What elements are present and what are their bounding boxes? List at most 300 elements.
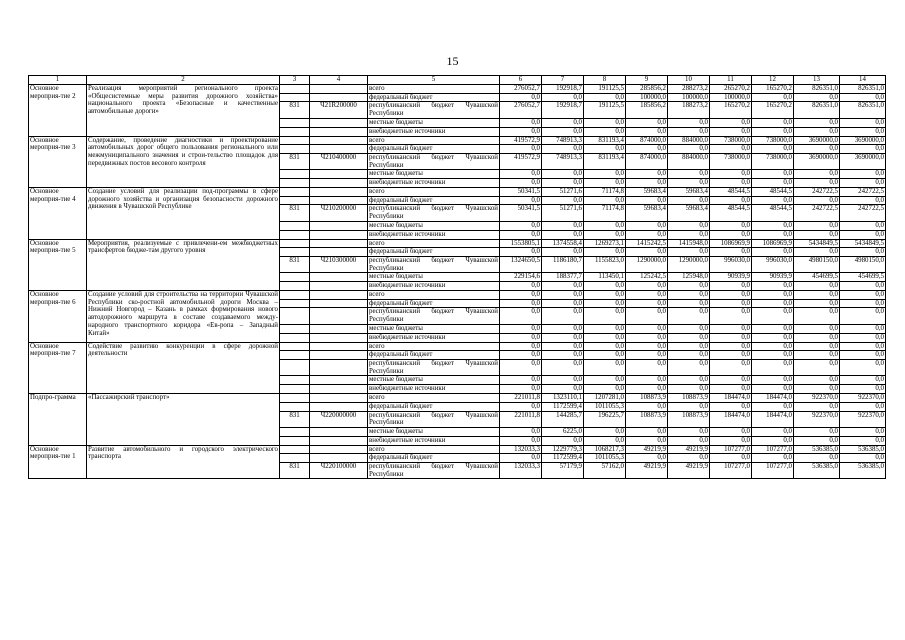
column-header-8: 8 [584, 76, 626, 85]
amount-cell: 49219,9 [668, 463, 710, 479]
grbs-code-empty [280, 394, 310, 403]
amount-cell: 0,0 [710, 351, 752, 360]
amount-cell: 0,0 [584, 308, 626, 324]
amount-cell: 276052,7 [500, 102, 542, 118]
amount-cell: 0,0 [626, 299, 668, 308]
amount-cell: 0,0 [668, 118, 710, 127]
amount-cell: 3690000,0 [840, 153, 886, 169]
amount-cell: 0,0 [500, 308, 542, 324]
funding-source: всего [368, 445, 500, 454]
amount-cell: 0,0 [542, 308, 584, 324]
amount-cell: 0,0 [710, 454, 752, 463]
amount-cell: 0,0 [710, 179, 752, 188]
amount-cell: 0,0 [752, 299, 794, 308]
amount-cell: 0,0 [626, 376, 668, 385]
amount-cell: 1086969,9 [752, 239, 794, 248]
funding-source: всего [368, 291, 500, 300]
amount-cell: 0,0 [584, 196, 626, 205]
grbs-code-empty [280, 179, 310, 188]
table-row [29, 394, 886, 403]
funding-source: внебюджетные источники [368, 127, 500, 136]
amount-cell: 0,0 [752, 230, 794, 239]
csr-code-empty [310, 188, 368, 197]
funding-source: федеральный бюджет [368, 299, 500, 308]
amount-cell: 5434849,5 [840, 239, 886, 248]
amount-cell: 0,0 [542, 342, 584, 351]
amount-cell: 0,0 [626, 308, 668, 324]
grbs-code: 831 [280, 411, 310, 427]
csr-code-empty [310, 273, 368, 282]
grbs-code-empty [280, 221, 310, 230]
amount-cell: 0,0 [584, 299, 626, 308]
amount-cell: 0,0 [626, 324, 668, 333]
amount-cell: 0,0 [626, 359, 668, 375]
amount-cell: 107277,0 [710, 463, 752, 479]
amount-cell: 0,0 [794, 324, 840, 333]
amount-cell: 0,0 [710, 385, 752, 394]
amount-cell: 0,0 [584, 342, 626, 351]
amount-cell: 107277,0 [752, 445, 794, 454]
amount-cell: 0,0 [840, 282, 886, 291]
grbs-code [280, 308, 310, 324]
amount-cell: 0,0 [584, 351, 626, 360]
amount-cell: 0,0 [710, 127, 752, 136]
column-header-5: 5 [368, 76, 500, 85]
amount-cell: 0,0 [840, 385, 886, 394]
funding-source: федеральный бюджет [368, 93, 500, 102]
amount-cell: 0,0 [752, 291, 794, 300]
amount-cell: 165270,2 [752, 85, 794, 94]
amount-cell: 192918,7 [542, 85, 584, 94]
amount-cell: 0,0 [542, 385, 584, 394]
amount-cell: 1553805,1 [500, 239, 542, 248]
amount-cell: 6225,0 [542, 427, 584, 436]
funding-source: федеральный бюджет [368, 145, 500, 154]
amount-cell: 242722,5 [794, 205, 840, 221]
amount-cell: 265270,2 [710, 85, 752, 94]
funding-source: местные бюджеты [368, 376, 500, 385]
amount-cell: 0,0 [500, 248, 542, 257]
amount-cell: 144285,7 [542, 411, 584, 427]
amount-cell: 71174,8 [584, 188, 626, 197]
amount-cell: 0,0 [840, 333, 886, 342]
amount-cell: 0,0 [752, 179, 794, 188]
funding-source: внебюджетные источники [368, 230, 500, 239]
table-row [29, 85, 886, 94]
amount-cell: 0,0 [794, 427, 840, 436]
amount-cell: 0,0 [752, 221, 794, 230]
amount-cell: 738000,0 [752, 136, 794, 145]
grbs-code-empty [280, 127, 310, 136]
amount-cell: 1229779,3 [542, 445, 584, 454]
amount-cell: 100000,0 [710, 93, 752, 102]
funding-source: республиканский бюджет Чувашской Республики [369, 205, 498, 221]
amount-cell: 536385,0 [840, 463, 886, 479]
csr-code-empty [310, 118, 368, 127]
amount-cell: 0,0 [840, 127, 886, 136]
amount-cell: 132033,3 [500, 445, 542, 454]
amount-cell: 0,0 [500, 127, 542, 136]
grbs-code-empty [280, 196, 310, 205]
csr-code: Ч21R200000 [310, 102, 368, 118]
event-title: Содействие развитию конкуренции в сфере дорожной деятельности [87, 342, 280, 394]
table-body [29, 85, 886, 479]
table-row [29, 136, 886, 145]
funding-source: всего [368, 394, 500, 403]
amount-cell: 188377,7 [542, 273, 584, 282]
grbs-code-empty [280, 324, 310, 333]
amount-cell: 0,0 [584, 359, 626, 375]
csr-code-empty [310, 445, 368, 454]
amount-cell: 0,0 [626, 170, 668, 179]
amount-cell: 0,0 [710, 333, 752, 342]
csr-code-empty [310, 179, 368, 188]
amount-cell: 100000,0 [626, 93, 668, 102]
amount-cell: 100000,0 [668, 93, 710, 102]
event-title: «Пассажирский транспорт» [87, 394, 280, 446]
csr-code: Ч210300000 [310, 256, 368, 272]
amount-cell: 0,0 [752, 127, 794, 136]
amount-cell: 0,0 [710, 308, 752, 324]
amount-cell: 0,0 [668, 454, 710, 463]
event-title: Мероприятия, реализуемые с привлечени-ем межбюджетных трансфертов бюдже-там другого уровня [87, 239, 280, 291]
grbs-code-empty [280, 170, 310, 179]
csr-code: Ч210400000 [310, 153, 368, 169]
amount-cell: 0,0 [542, 170, 584, 179]
amount-cell: 49219,9 [668, 445, 710, 454]
amount-cell: 0,0 [542, 118, 584, 127]
amount-cell: 1324650,5 [500, 256, 542, 272]
grbs-code-empty [280, 454, 310, 463]
event-title: Создание условий для реализации под-программы в сфере дорожного хозяйства и организация безопасности дорожного движения в Чувашской Республике [87, 188, 280, 240]
grbs-code-empty [280, 273, 310, 282]
amount-cell: 71174,8 [584, 205, 626, 221]
amount-cell: 738000,0 [710, 136, 752, 145]
amount-cell: 165270,2 [752, 102, 794, 118]
grbs-code-empty [280, 445, 310, 454]
column-header-12: 12 [752, 76, 794, 85]
amount-cell: 0,0 [752, 376, 794, 385]
amount-cell: 165270,2 [710, 102, 752, 118]
csr-code: Ч210200000 [310, 205, 368, 221]
event-type: Основное мероприя-тие 6 [29, 291, 87, 343]
amount-cell: 0,0 [626, 436, 668, 445]
amount-cell: 90939,9 [710, 273, 752, 282]
amount-cell: 0,0 [710, 359, 752, 375]
amount-cell: 0,0 [840, 436, 886, 445]
amount-cell: 0,0 [668, 385, 710, 394]
amount-cell: 1323110,1 [542, 394, 584, 403]
funding-source: всего [368, 136, 500, 145]
amount-cell: 0,0 [752, 324, 794, 333]
grbs-code: 831 [280, 205, 310, 221]
amount-cell: 0,0 [584, 170, 626, 179]
amount-cell: 0,0 [626, 118, 668, 127]
amount-cell: 184474,0 [752, 411, 794, 427]
grbs-code-empty [280, 188, 310, 197]
funding-source: всего [368, 188, 500, 197]
amount-cell: 51271,6 [542, 205, 584, 221]
csr-code-empty [310, 402, 368, 411]
amount-cell: 0,0 [752, 385, 794, 394]
amount-cell: 0,0 [710, 342, 752, 351]
amount-cell: 0,0 [542, 127, 584, 136]
amount-cell: 0,0 [710, 170, 752, 179]
amount-cell: 738000,0 [710, 153, 752, 169]
csr-code-empty [310, 427, 368, 436]
amount-cell: 922370,0 [840, 394, 886, 403]
grbs-code: 831 [280, 463, 310, 479]
column-header-11: 11 [710, 76, 752, 85]
amount-cell: 0,0 [710, 248, 752, 257]
amount-cell: 0,0 [500, 230, 542, 239]
csr-code-empty [310, 145, 368, 154]
amount-cell: 0,0 [500, 93, 542, 102]
csr-code [310, 308, 368, 324]
amount-cell: 0,0 [710, 324, 752, 333]
event-title: Развитие автомобильного и городского электрического транспорта [87, 445, 280, 479]
amount-cell: 0,0 [626, 230, 668, 239]
amount-cell: 0,0 [668, 248, 710, 257]
column-header-3: 3 [280, 76, 310, 85]
grbs-code-empty [280, 282, 310, 291]
event-type: Основное мероприя-тие 4 [29, 188, 87, 240]
amount-cell: 48544,5 [710, 188, 752, 197]
amount-cell: 59683,4 [626, 205, 668, 221]
amount-cell: 5434849,5 [794, 239, 840, 248]
grbs-code-empty [280, 299, 310, 308]
funding-source: местные бюджеты [368, 324, 500, 333]
event-title: Реализация мероприятий регионального проекта «Общесистемные меры развития дорожного хозяйства» национального проекта «Безопасные и качественные автомобильные дороги» [87, 85, 280, 137]
amount-cell: 0,0 [500, 282, 542, 291]
amount-cell: 108873,9 [626, 394, 668, 403]
amount-cell: 536385,0 [840, 445, 886, 454]
amount-cell: 132033,3 [500, 463, 542, 479]
amount-cell: 0,0 [542, 248, 584, 257]
amount-cell: 59683,4 [626, 188, 668, 197]
amount-cell: 242722,5 [794, 188, 840, 197]
funding-source: всего [368, 239, 500, 248]
grbs-code-empty [280, 436, 310, 445]
amount-cell: 0,0 [626, 127, 668, 136]
amount-cell: 831193,4 [584, 153, 626, 169]
amount-cell: 0,0 [794, 342, 840, 351]
amount-cell: 0,0 [668, 221, 710, 230]
amount-cell: 0,0 [710, 376, 752, 385]
grbs-code-empty [280, 333, 310, 342]
amount-cell: 0,0 [668, 282, 710, 291]
amount-cell: 0,0 [752, 170, 794, 179]
amount-cell: 188273,2 [668, 102, 710, 118]
amount-cell: 0,0 [840, 248, 886, 257]
csr-code: Ч220100000 [310, 463, 368, 479]
amount-cell: 0,0 [584, 282, 626, 291]
column-header-13: 13 [794, 76, 840, 85]
amount-cell: 0,0 [710, 427, 752, 436]
amount-cell: 285856,2 [626, 85, 668, 94]
amount-cell: 0,0 [668, 402, 710, 411]
amount-cell: 50341,5 [500, 188, 542, 197]
amount-cell: 0,0 [668, 333, 710, 342]
grbs-code: 831 [280, 153, 310, 169]
amount-cell: 3690000,0 [840, 136, 886, 145]
amount-cell: 108873,9 [668, 411, 710, 427]
amount-cell: 276052,7 [500, 85, 542, 94]
amount-cell: 884000,0 [668, 153, 710, 169]
amount-cell: 0,0 [794, 291, 840, 300]
amount-cell: 0,0 [584, 436, 626, 445]
amount-cell: 0,0 [500, 436, 542, 445]
csr-code-empty [310, 436, 368, 445]
amount-cell: 0,0 [752, 248, 794, 257]
amount-cell: 0,0 [752, 145, 794, 154]
amount-cell: 51271,6 [542, 188, 584, 197]
amount-cell: 0,0 [752, 427, 794, 436]
csr-code-empty [310, 248, 368, 257]
amount-cell: 0,0 [710, 230, 752, 239]
amount-cell: 0,0 [542, 282, 584, 291]
amount-cell: 1172599,4 [542, 454, 584, 463]
amount-cell: 0,0 [542, 333, 584, 342]
amount-cell: 922370,0 [840, 411, 886, 427]
amount-cell: 922370,0 [794, 394, 840, 403]
amount-cell: 0,0 [840, 179, 886, 188]
grbs-code-empty [280, 291, 310, 300]
amount-cell: 288273,2 [668, 85, 710, 94]
amount-cell: 0,0 [752, 402, 794, 411]
amount-cell: 107277,0 [710, 445, 752, 454]
column-header-6: 6 [500, 76, 542, 85]
funding-source: республиканский бюджет Чувашской Республики [369, 102, 498, 118]
amount-cell: 826351,0 [794, 85, 840, 94]
amount-cell: 0,0 [794, 230, 840, 239]
funding-source: внебюджетные источники [368, 179, 500, 188]
amount-cell: 0,0 [710, 299, 752, 308]
amount-cell: 0,0 [500, 179, 542, 188]
amount-cell: 996030,0 [710, 256, 752, 272]
amount-cell: 48544,5 [752, 188, 794, 197]
amount-cell: 748913,3 [542, 136, 584, 145]
csr-code-empty [310, 376, 368, 385]
grbs-code-empty [280, 118, 310, 127]
amount-cell: 0,0 [542, 299, 584, 308]
amount-cell: 884000,0 [668, 136, 710, 145]
amount-cell: 0,0 [500, 427, 542, 436]
amount-cell: 0,0 [840, 196, 886, 205]
amount-cell: 57162,0 [584, 463, 626, 479]
amount-cell: 50341,5 [500, 205, 542, 221]
column-header-14: 14 [840, 76, 886, 85]
csr-code-empty [310, 394, 368, 403]
amount-cell: 0,0 [626, 427, 668, 436]
amount-cell: 748913,3 [542, 153, 584, 169]
amount-cell: 0,0 [626, 145, 668, 154]
amount-cell: 0,0 [752, 196, 794, 205]
grbs-code-empty [280, 385, 310, 394]
grbs-code-empty [280, 248, 310, 257]
amount-cell: 0,0 [794, 93, 840, 102]
grbs-code-empty [280, 376, 310, 385]
amount-cell: 0,0 [668, 308, 710, 324]
amount-cell: 0,0 [710, 282, 752, 291]
amount-cell: 0,0 [794, 299, 840, 308]
csr-code: Ч220000000 [310, 411, 368, 427]
amount-cell: 4980150,0 [794, 256, 840, 272]
table-row [29, 239, 886, 248]
amount-cell: 1207281,0 [584, 394, 626, 403]
amount-cell: 0,0 [584, 127, 626, 136]
amount-cell: 3690000,0 [794, 153, 840, 169]
amount-cell: 59683,4 [668, 205, 710, 221]
grbs-code-empty [280, 145, 310, 154]
amount-cell: 1086969,9 [710, 239, 752, 248]
grbs-code-empty [280, 136, 310, 145]
amount-cell: 0,0 [626, 333, 668, 342]
amount-cell: 0,0 [542, 351, 584, 360]
amount-cell: 0,0 [840, 93, 886, 102]
amount-cell: 0,0 [710, 436, 752, 445]
amount-cell: 0,0 [752, 454, 794, 463]
amount-cell: 996030,0 [752, 256, 794, 272]
csr-code-empty [310, 385, 368, 394]
amount-cell: 0,0 [794, 127, 840, 136]
amount-cell: 0,0 [794, 359, 840, 375]
amount-cell: 826351,0 [840, 102, 886, 118]
amount-cell: 0,0 [500, 351, 542, 360]
grbs-code: 831 [280, 256, 310, 272]
amount-cell: 0,0 [500, 221, 542, 230]
amount-cell: 0,0 [794, 248, 840, 257]
amount-cell: 0,0 [668, 196, 710, 205]
amount-cell: 922370,0 [794, 411, 840, 427]
amount-cell: 0,0 [668, 230, 710, 239]
amount-cell: 454699,5 [840, 273, 886, 282]
amount-cell: 0,0 [794, 179, 840, 188]
amount-cell: 0,0 [542, 93, 584, 102]
amount-cell: 0,0 [500, 342, 542, 351]
amount-cell: 0,0 [752, 333, 794, 342]
amount-cell: 196225,7 [584, 411, 626, 427]
amount-cell: 0,0 [840, 351, 886, 360]
amount-cell: 0,0 [542, 179, 584, 188]
amount-cell: 0,0 [626, 402, 668, 411]
amount-cell: 1155823,0 [584, 256, 626, 272]
amount-cell: 0,0 [542, 436, 584, 445]
amount-cell: 125242,5 [626, 273, 668, 282]
amount-cell: 0,0 [840, 402, 886, 411]
amount-cell: 874000,0 [626, 136, 668, 145]
amount-cell: 242722,5 [840, 205, 886, 221]
amount-cell: 1172599,4 [542, 402, 584, 411]
amount-cell: 0,0 [710, 118, 752, 127]
amount-cell: 0,0 [840, 118, 886, 127]
funding-source: федеральный бюджет [368, 454, 500, 463]
amount-cell: 0,0 [668, 179, 710, 188]
funding-source: республиканский бюджет Чувашской Республики [369, 411, 498, 427]
amount-cell: 0,0 [840, 291, 886, 300]
amount-cell: 1011055,3 [584, 402, 626, 411]
column-header-4: 4 [310, 76, 368, 85]
amount-cell: 108873,9 [626, 411, 668, 427]
funding-source: местные бюджеты [368, 170, 500, 179]
event-type: Основное мероприя-тие 5 [29, 239, 87, 291]
csr-code-empty [310, 136, 368, 145]
amount-cell: 0,0 [668, 359, 710, 375]
csr-code-empty [310, 221, 368, 230]
amount-cell: 0,0 [584, 291, 626, 300]
amount-cell: 184474,0 [752, 394, 794, 403]
amount-cell: 0,0 [794, 376, 840, 385]
